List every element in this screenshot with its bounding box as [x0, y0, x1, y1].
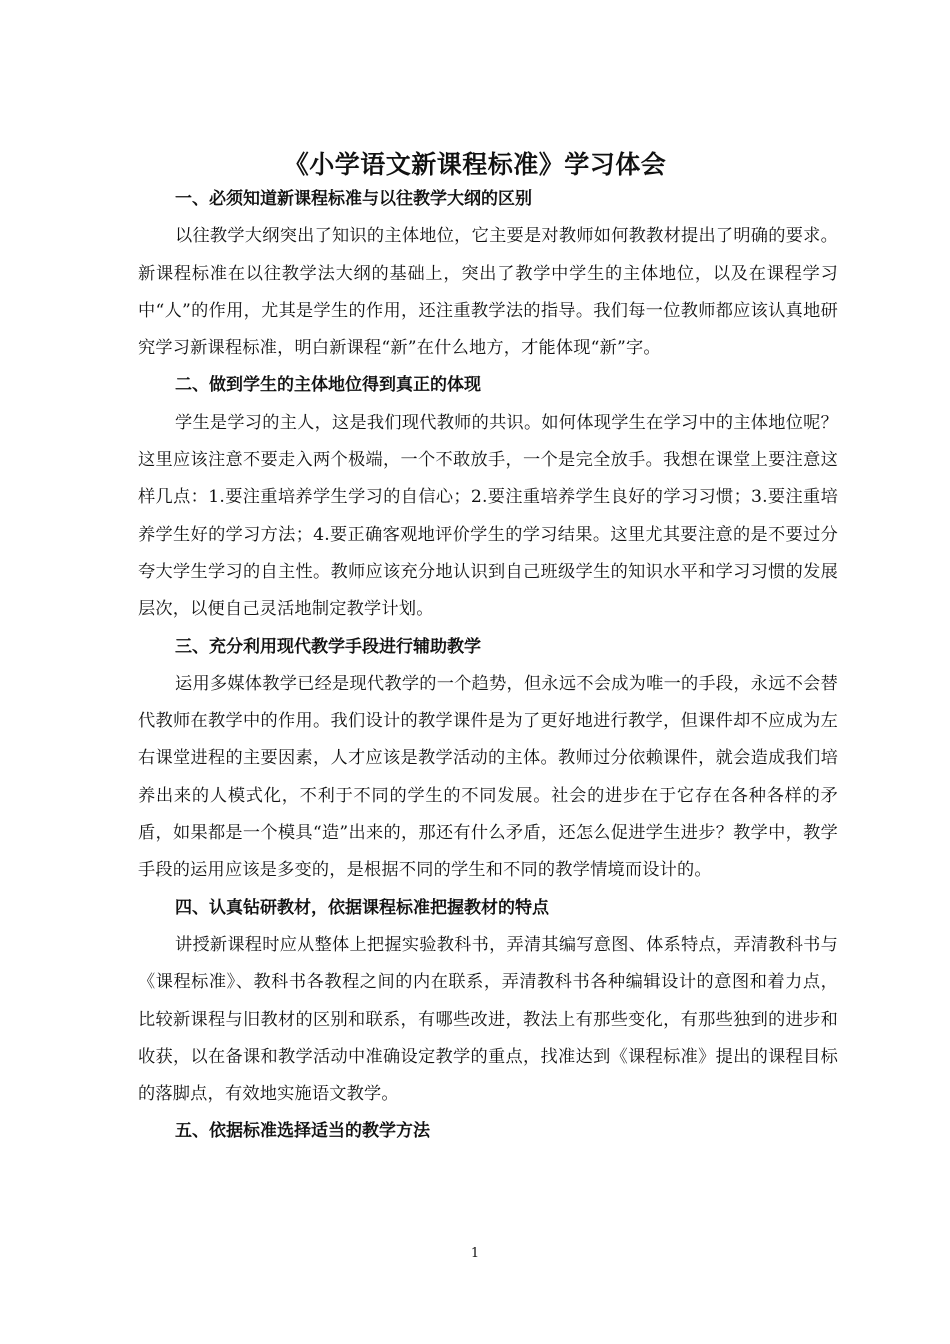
section-heading-1: 一、必须知道新课程标准与以往教学大纲的区别	[175, 189, 532, 209]
document-body	[138, 181, 838, 1151]
section-paragraph-2: 学生是学习的主人，这是我们现代教师的共识。如何体现学生在学习中的主体地位呢？这里应该注意不要走入两个极端，一个不敢放手，一个是完全放手。我想在课堂上要注意这样几点：1.要注重培养学生学习的自信心；2.要注重培养学生良好的学习习惯；3.要注重培养学生好的学习方法；4.要正确客观地评价学生的学习结果。这里尤其要注意的是不要过分夸大学生学习的自主性。教师应该充分地认识到自己班级学生的知识水平和学习习惯的发展层次，以便自己灵活地制定教学计划。	[138, 412, 838, 620]
section-heading-3: 三、充分利用现代教学手段进行辅助教学	[175, 636, 481, 657]
section-paragraph-4: 讲授新课程时应从整体上把握实验教科书，弄清其编写意图、体系特点，弄清教科书与《课程标准》、教科书各教程之间的内在联系，弄清教科书各种编辑设计的意图和着力点，比较新课程与旧教材的区别和联系，有哪些改进，教法上有那些变化，有那些独到的进步和收获，以在备课和教学活动中准确设定教学的重点，找准达到《课程标准》提出的课程目标的落脚点，有效地实施语文教学。	[138, 934, 838, 1105]
page-number: 1	[470, 1246, 480, 1261]
section-heading-5: 五、依据标准选择适当的教学方法	[175, 1121, 430, 1142]
section-paragraph-1: 以往教学大纲突出了知识的主体地位，它主要是对教师如何教教材提出了明确的要求。新课程标准在以往教学法大纲的基础上，突出了教学中学生的主体地位，以及在课程学习中“人”的作用，尤其是学生的作用，还注重教学法的指导。我们每一位教师都应该认真地研究学习新课程标准，明白新课程“新”在什么地方，才能体现“新”字。	[138, 226, 838, 359]
document-title: 《小学语文新课程标准》学习体会	[283, 149, 667, 179]
section-paragraph-3: 运用多媒体教学已经是现代教学的一个趋势，但永远不会成为唯一的手段，永远不会替代教师在教学中的作用。我们设计的教学课件是为了更好地进行教学，但课件却不应成为左右课堂进程的主要因素，人才应该是教学活动的主体。教师过分依赖课件，就会造成我们培养出来的人模式化，不利于不同的学生的不同发展。社会的进步在于它存在各种各样的矛盾，如果都是一个模具“造”出来的，那还有什么矛盾，还怎么促进学生进步？教学中，教学手段的运用应该是多变的，是根据不同的学生和不同的教学情境而设计的。	[138, 673, 838, 881]
section-heading-4: 四、认真钻研教材，依据课程标准把握教材的特点	[175, 897, 549, 918]
section-heading-2: 二、做到学生的主体地位得到真正的体现	[175, 375, 481, 396]
